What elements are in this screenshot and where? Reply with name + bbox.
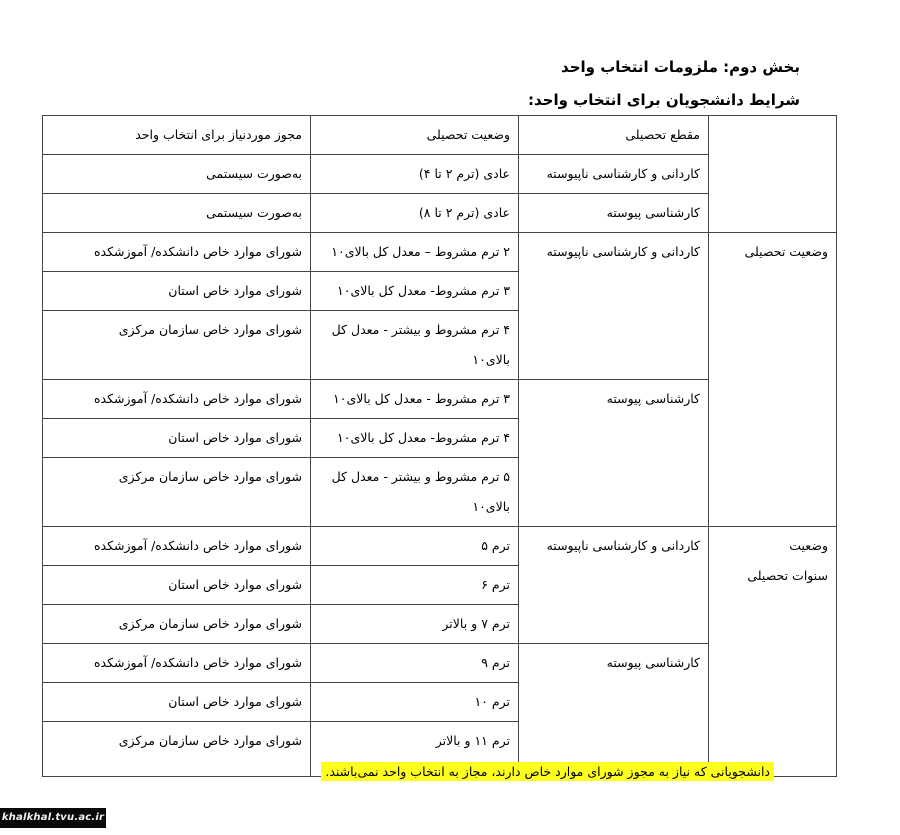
permit-cell: شورای موارد خاص دانشکده/ آموزشکده: [43, 380, 311, 419]
status-cell: ۳ ترم مشروط- معدل کل بالای۱۰: [311, 272, 519, 311]
permit-cell: شورای موارد خاص سازمان مرکزی: [43, 311, 311, 380]
status-cell: ۴ ترم مشروط و بیشتر - معدل کل بالای۱۰: [311, 311, 519, 380]
header-status: وضعیت تحصیلی: [311, 116, 519, 155]
level-cell: کاردانی و کارشناسی ناپیوسته: [519, 527, 709, 644]
status-cell: ترم ۷ و بالاتر: [311, 605, 519, 644]
level-cell: کارشناسی پیوسته: [519, 380, 709, 527]
permit-cell: شورای موارد خاص دانشکده/ آموزشکده: [43, 527, 311, 566]
status-cell: ترم ۵: [311, 527, 519, 566]
header-permit: مجوز موردنیاز برای انتخاب واحد: [43, 116, 311, 155]
category-cell-study-years: [709, 527, 837, 777]
site-watermark: khalkhal.tvu.ac.ir: [0, 808, 106, 828]
status-cell: عادی (ترم ۲ تا ۸): [311, 194, 519, 233]
permit-cell: شورای موارد خاص استان: [43, 683, 311, 722]
level-cell: کارشناسی پیوسته: [519, 644, 709, 777]
permit-cell: شورای موارد خاص دانشکده/ آموزشکده: [43, 644, 311, 683]
permit-cell: شورای موارد خاص استان: [43, 272, 311, 311]
status-cell: ۴ ترم مشروط- معدل کل بالای۱۰: [311, 419, 519, 458]
category-cell-academic-status: وضعیت تحصیلی: [709, 233, 837, 527]
status-cell: ترم ۱۰: [311, 683, 519, 722]
table-row: [43, 233, 837, 272]
status-cell: ترم ۱۱ و بالاتر: [311, 722, 519, 777]
level-cell: کارشناسی پیوسته: [519, 194, 709, 233]
category-line: وضعیت: [789, 538, 828, 553]
table-row: [43, 527, 837, 566]
header-level: مقطع تحصیلی: [519, 116, 709, 155]
category-cell-empty: [709, 116, 837, 233]
permit-cell: شورای موارد خاص دانشکده/ آموزشکده: [43, 233, 311, 272]
status-cell: ۵ ترم مشروط و بیشتر - معدل کل بالای۱۰: [311, 458, 519, 527]
status-cell: ۲ ترم مشروط – معدل کل بالای۱۰: [311, 233, 519, 272]
permit-cell: شورای موارد خاص استان: [43, 566, 311, 605]
permit-cell: شورای موارد خاص سازمان مرکزی: [43, 458, 311, 527]
level-cell: کاردانی و کارشناسی ناپیوسته: [519, 233, 709, 380]
permit-cell: به‌صورت سیستمی: [43, 155, 311, 194]
status-cell: ترم ۹: [311, 644, 519, 683]
footnote: [262, 760, 774, 784]
status-cell: ترم ۶: [311, 566, 519, 605]
permit-cell: شورای موارد خاص سازمان مرکزی: [43, 722, 311, 777]
section-subheading: شرایط دانشجویان برای انتخاب واحد:: [527, 91, 800, 109]
category-line: سنوات تحصیلی: [747, 568, 828, 583]
highlighted-note: دانشجویانی که نیاز به مجوز شورای موارد خاص دارند، مجاز به انتخاب واحد نمی‌باشند.: [321, 762, 774, 781]
permit-cell: شورای موارد خاص استان: [43, 419, 311, 458]
unit-selection-rules-table: [42, 115, 837, 777]
level-cell: کاردانی و کارشناسی ناپیوسته: [519, 155, 709, 194]
status-cell: عادی (ترم ۲ تا ۴): [311, 155, 519, 194]
section-heading: بخش دوم: ملزومات انتخاب واحد: [561, 58, 800, 76]
permit-cell: به‌صورت سیستمی: [43, 194, 311, 233]
table-row: [43, 116, 837, 155]
permit-cell: شورای موارد خاص سازمان مرکزی: [43, 605, 311, 644]
status-cell: ۳ ترم مشروط - معدل کل بالای۱۰: [311, 380, 519, 419]
